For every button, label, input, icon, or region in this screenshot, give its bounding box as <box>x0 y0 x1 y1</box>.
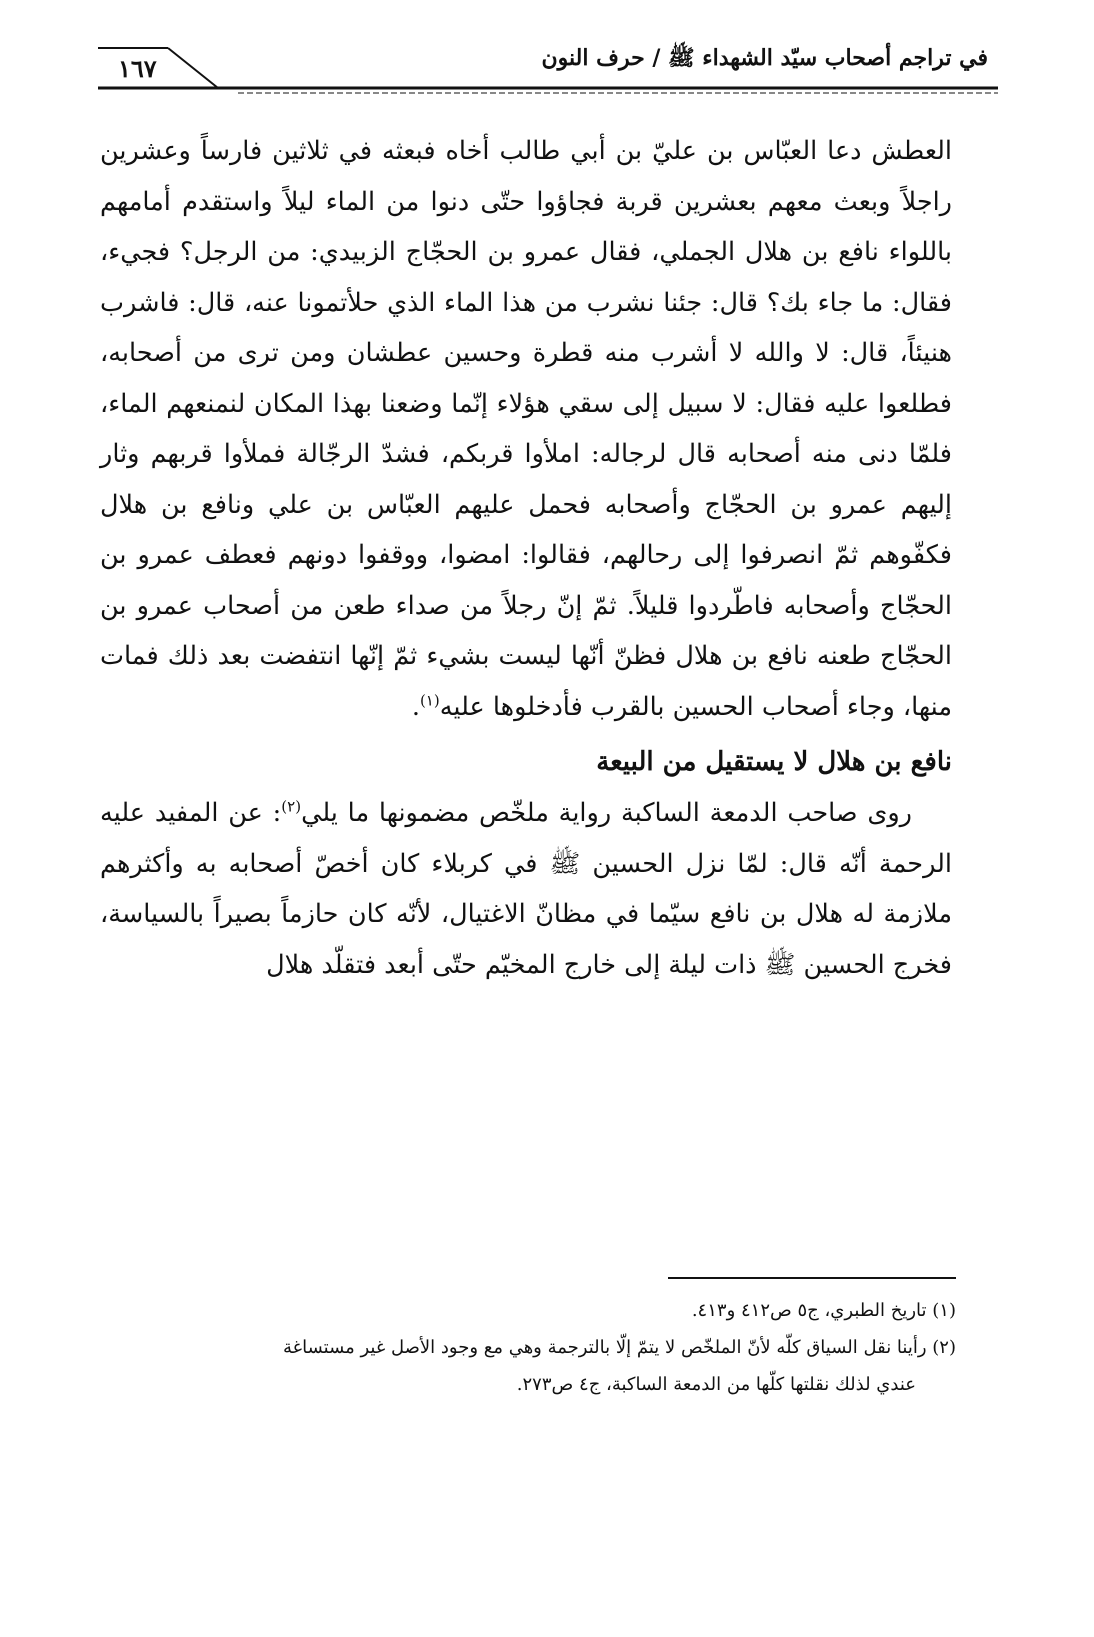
running-title: في تراجم أصحاب سيّد الشهداء ﷺ / حرف النون <box>541 45 988 71</box>
footnote-ref-1[interactable]: (١) <box>419 691 440 709</box>
paragraph-1 <box>100 126 952 732</box>
footnote-2-line-2: عندي لذلك نقلتها كلّها من الدمعة الساكبة، ج٤ ص٢٧٣. <box>516 1374 916 1395</box>
page-header <box>98 38 998 98</box>
footnote-separator <box>668 1277 956 1279</box>
main-text <box>100 126 952 990</box>
paragraph-2-text-b: : عن المفيد عليه الرحمة أنّه قال: لمّا نزل الحسين ﷺ في كربلاء كان أخصّ أصحابه به وأكثرهم ملازمة له هلال بن نافع سيّما في مظانّ الاغتيال، لأنّه كان حازماً بصيراً بالسياسة، فخرج الحسين ﷺ ذات ليلة إلى خارج المخيّم حتّى أبعد فتقلّد هلال <box>100 798 952 980</box>
paragraph-2-text-a: روى صاحب الدمعة الساكبة رواية ملخّص مضمونها ما يلي <box>301 798 912 828</box>
footnote-1: (١) تاريخ الطبري، ج٥ ص٤١٢ و٤١٣. <box>691 1300 956 1321</box>
footnote-ref-2[interactable]: (٢) <box>281 797 302 816</box>
paragraph-1-end: . <box>411 691 420 722</box>
paragraph-2 <box>100 788 952 990</box>
section-heading: نافع بن هلال لا يستقيل من البيعة <box>596 747 952 777</box>
page-number: ١٦٧ <box>118 54 157 83</box>
footnote-2-line-1: (٢) رأينا نقل السياق كلّه لأنّ الملخّص لا يتمّ إلّا بالترجمة وهي مع وجود الأصل غير مستساغة <box>283 1337 956 1358</box>
footnotes <box>100 1292 956 1403</box>
paragraph-1-text: العطش دعا العبّاس بن عليّ بن أبي طالب أخاه فبعثه في ثلاثين فارساً وعشرين راجلاً وبعث معهم بعشرين قربة فجاؤوا حتّى دنوا من الماء ليلاً واستقدم أمامهم باللواء نافع بن هلال الجملي، فقال عمرو بن الحجّاج الزبيدي: من الرجل؟ فجيء، فقال: ما جاء بك؟ قال: جئنا نشرب من هذا الماء الذي حلأتمونا عنه، قال: فاشرب هنيئاً، قال: لا والله لا أشرب منه قطرة وحسين عطشان ومن ترى من أصحابه، فطلعوا عليه فقال: لا سبيل إلى سقي هؤلاء إنّما وضعنا بهذا المكان لنمنعهم الماء، فلمّا دنى منه أصحابه قال لرجاله: املأوا قربكم، فشدّ الرجّالة فملأوا قربهم وثار إليهم عمرو بن الحجّاج وأصحابه فحمل عليهم العبّاس بن علي ونافع بن هلال فكفّوهم ثمّ انصرفوا إلى رحالهم، فقالوا: امضوا، ووقفوا دونهم فعطف عمرو بن الحجّاج وأصحابه فاطّردوا قليلاً. ثمّ إنّ رجلاً من صداء طعن من أصحاب عمرو بن الحجّاج طعنه نافع بن هلال فظنّ أنّها ليست بشيء ثمّ إنّها انتفضت بعد ذلك فمات منها، وجاء أصحاب الحسين بالقرب فأدخلوها عليه <box>100 136 952 722</box>
